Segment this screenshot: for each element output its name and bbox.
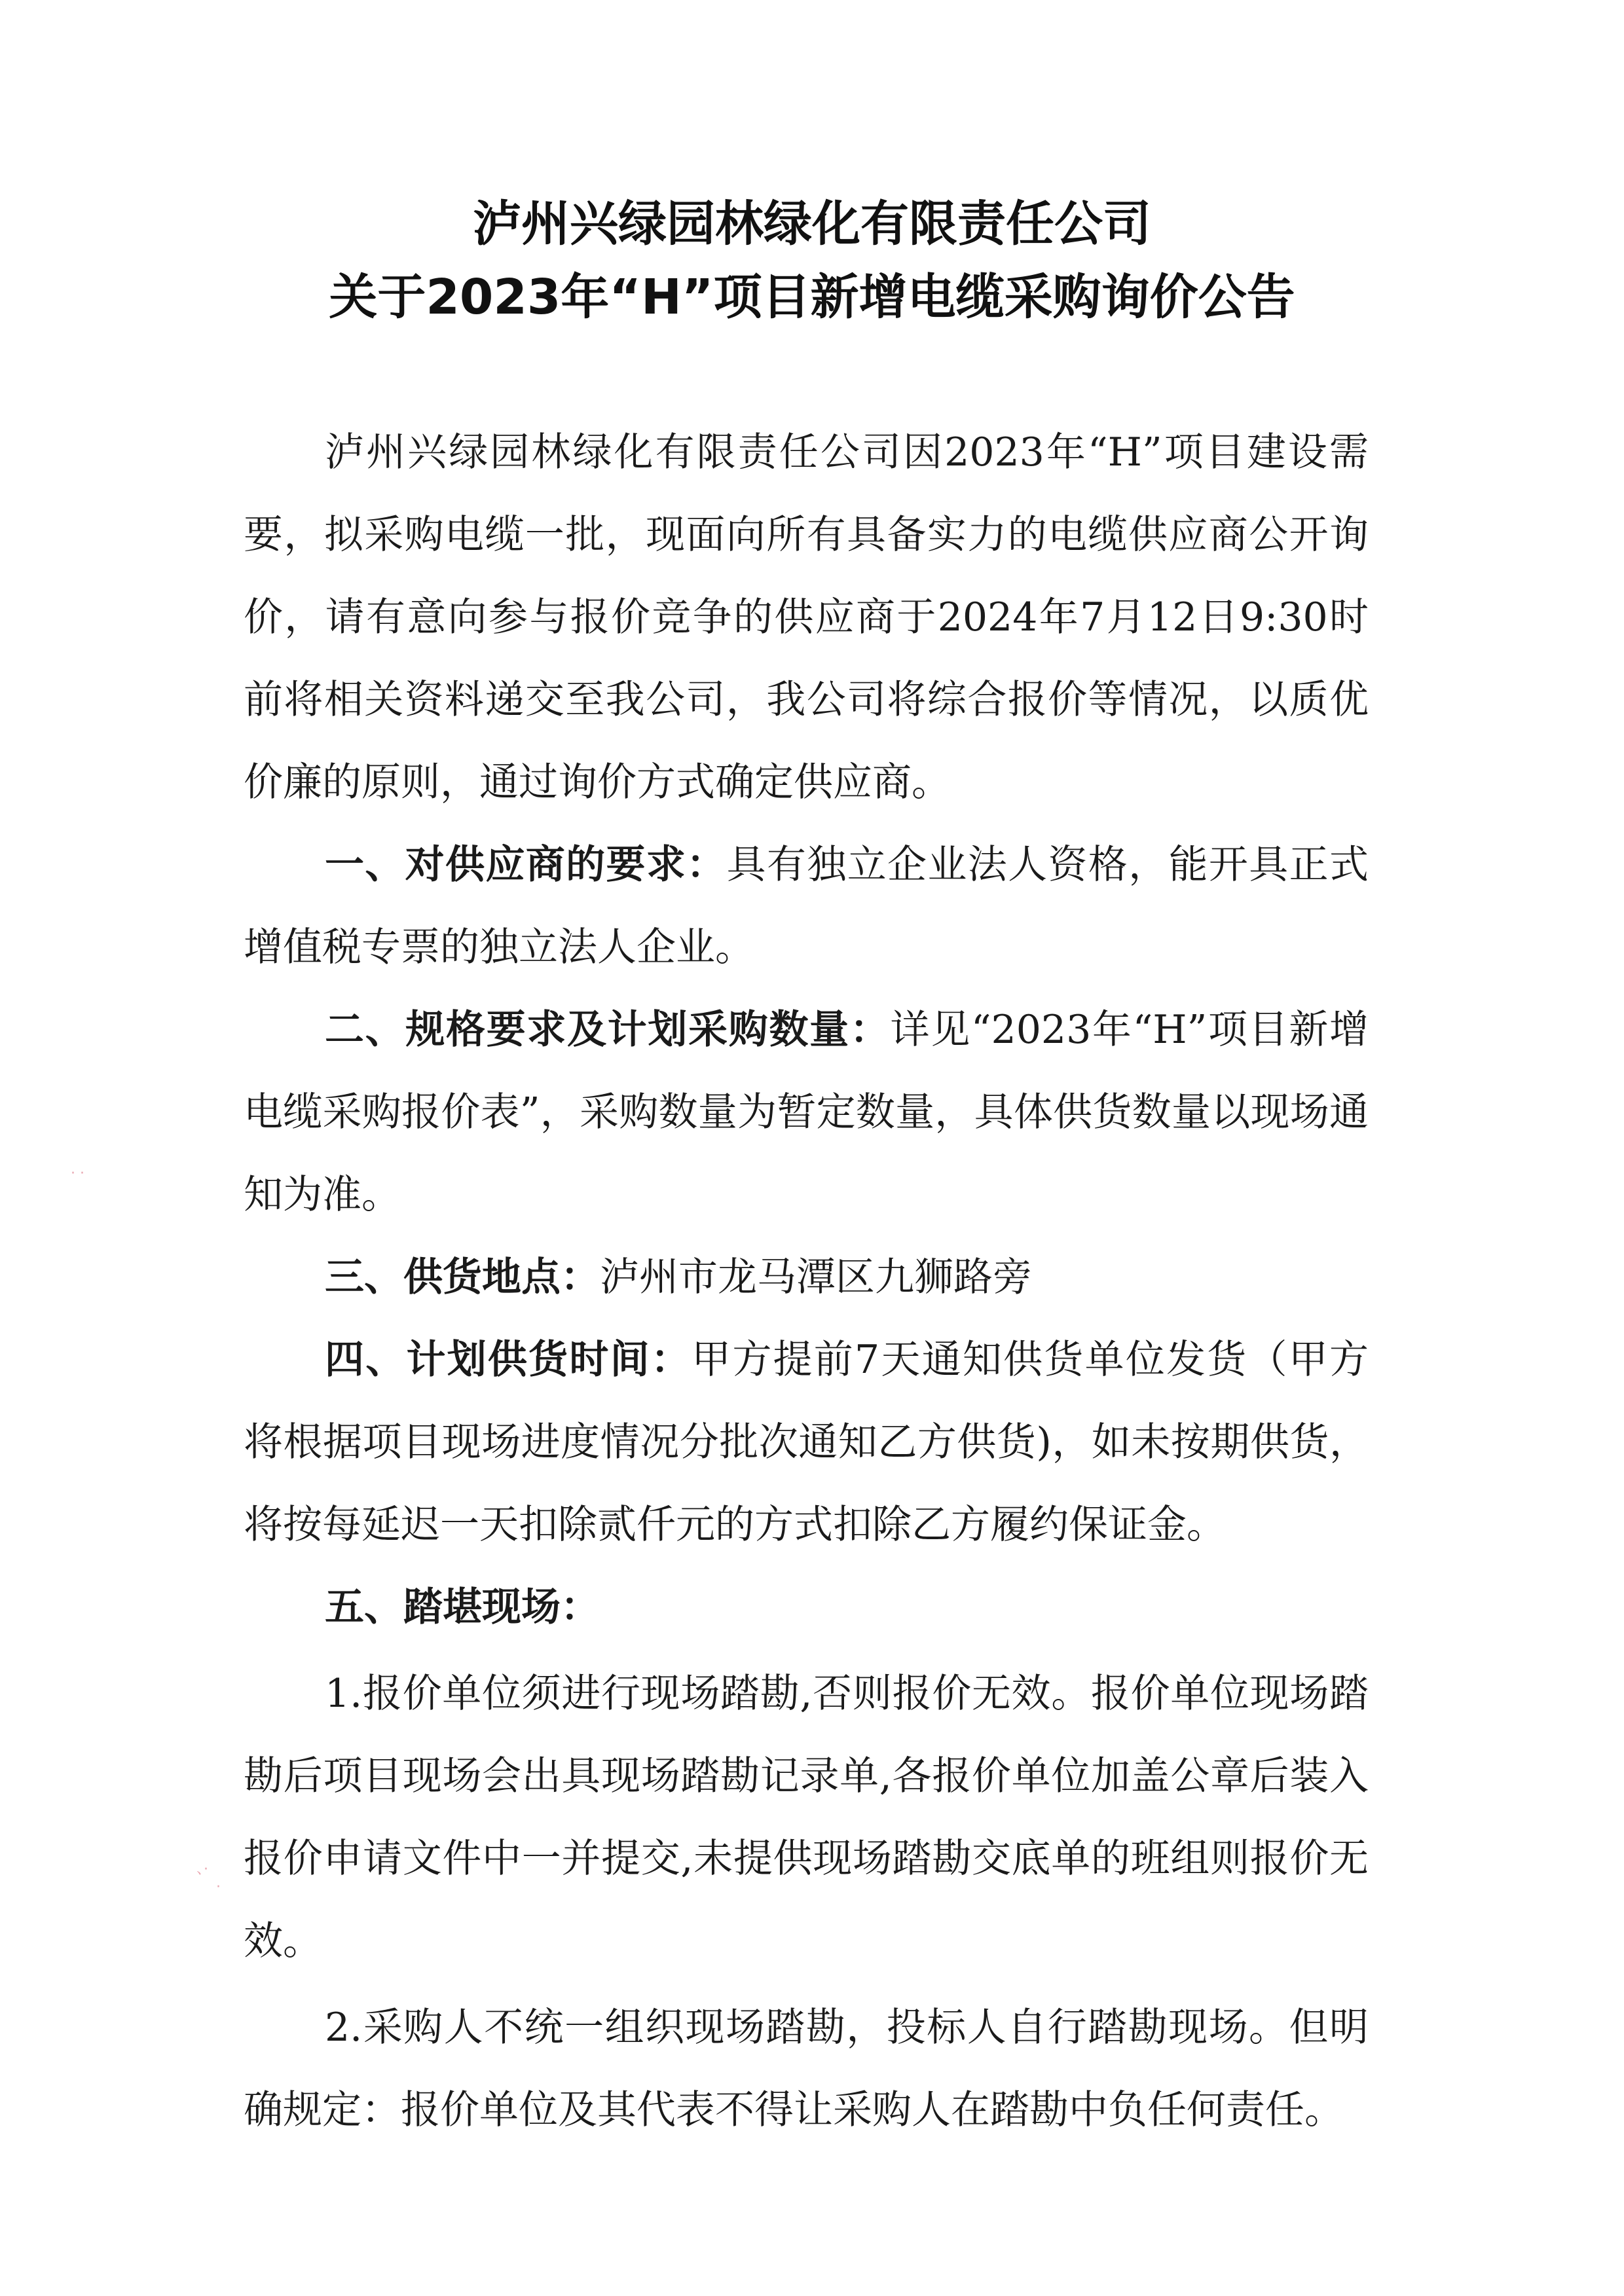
section-4-heading: 四、计划供货时间：	[325, 1337, 692, 1383]
section-3-paragraph	[244, 1236, 1369, 1319]
document-body	[244, 411, 1369, 2151]
scan-mark: 、·	[196, 1861, 208, 1878]
scan-mark: ·	[216, 1879, 221, 1895]
section-5-paragraph	[244, 1566, 1369, 1649]
section-2-paragraph	[244, 989, 1369, 1236]
section-1-heading: 一、对供应商的要求：	[325, 842, 727, 888]
item-2-paragraph: 2.采购人不统一组织现场踏勘，投标人自行踏勘现场。但明确规定：报价单位及其代表不得让采购人在踏勘中负任何责任。	[244, 2005, 1369, 2133]
section-5-heading: 五、踏堪现场：	[325, 1584, 600, 1630]
section-1-paragraph	[244, 824, 1369, 989]
section-1-text: 具有独立企业法人资格，能开具正式增值税专票的独立法人企业。	[244, 842, 1369, 970]
document-title-line-1: 泸州兴绿园林绿化有限责任公司	[473, 196, 1151, 252]
document-title-line-2: 关于2023年“H”项目新增电缆采购询价公告	[329, 269, 1295, 325]
scan-mark: · ·	[71, 1165, 84, 1182]
section-4-paragraph	[244, 1319, 1369, 1566]
section-3-text: 泸州市龙马潭区九狮路旁	[600, 1254, 1032, 1300]
section-2-text: 详见“2023年“H”项目新增电缆采购报价表”，采购数量为暂定数量，具体供货数量以现场通知为准。	[244, 1007, 1369, 1218]
section-3-heading: 三、供货地点：	[325, 1254, 600, 1300]
item-1-paragraph: 1.报价单位须进行现场踏勘,否则报价无效。报价单位现场踏勘后项目现场会出具现场踏勘记录单,各报价单位加盖公章后装入报价申请文件中一并提交,未提供现场踏勘交底单的班组则报价无效。	[244, 1671, 1369, 1964]
section-4-text: 甲方提前7天通知供货单位发货（甲方将根据项目现场进度情况分批次通知乙方供货)，如未按期供货，将按每延迟一天扣除贰仟元的方式扣除乙方履约保证金。	[244, 1337, 1369, 1548]
intro-paragraph: 泸州兴绿园林绿化有限责任公司因2023年“H”项目建设需要，拟采购电缆一批，现面向所有具备实力的电缆供应商公开询价，请有意向参与报价竞争的供应商于2024年7月12日9:30时前将相关资料递交至我公司，我公司将综合报价等情况，以质优价廉的原则，通过询价方式确定供应商。	[244, 429, 1369, 805]
section-2-heading: 二、规格要求及计划采购数量：	[325, 1007, 891, 1053]
